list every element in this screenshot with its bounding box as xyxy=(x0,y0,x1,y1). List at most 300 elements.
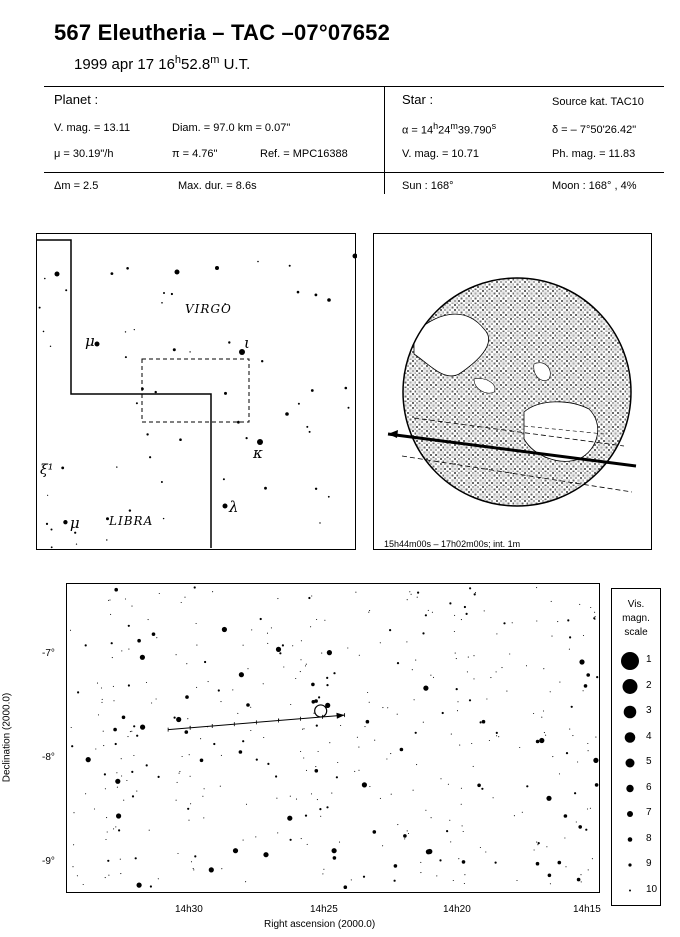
chart-star xyxy=(391,794,392,795)
chart-star xyxy=(473,766,474,767)
chart-star xyxy=(351,879,352,880)
constellation-map xyxy=(36,233,356,550)
chart-star xyxy=(193,869,194,870)
chart-star xyxy=(536,862,540,866)
mag-scale-level: 1 xyxy=(646,654,652,665)
chart-star xyxy=(73,812,74,813)
chart-star xyxy=(111,642,113,644)
chart-star xyxy=(202,796,203,797)
chart-star xyxy=(151,702,152,703)
chart-star xyxy=(146,764,148,766)
chart-star xyxy=(72,866,73,867)
chart-star xyxy=(140,725,145,730)
planet-maxdur: Max. dur. = 8.6s xyxy=(178,180,257,192)
star-mark xyxy=(50,346,51,347)
star-mark xyxy=(315,294,318,297)
chart-star xyxy=(94,808,95,809)
chart-star xyxy=(380,798,381,799)
chart-star xyxy=(191,861,192,862)
chart-star xyxy=(179,773,180,774)
mag-scale-level: 9 xyxy=(646,858,652,869)
moon-elongation: Moon : 168° , 4% xyxy=(552,180,637,192)
star-mark xyxy=(134,329,135,330)
chart-star xyxy=(496,671,497,672)
chart-star xyxy=(267,643,268,644)
chart-star xyxy=(564,837,565,838)
chart-star xyxy=(498,736,499,737)
chart-star xyxy=(292,645,293,646)
star-mark xyxy=(353,254,358,259)
chart-star xyxy=(318,696,320,698)
mag-scale-title: magn. xyxy=(622,613,650,624)
star-phmag: Ph. mag. = 11.83 xyxy=(552,148,636,160)
chart-star xyxy=(190,803,191,804)
chart-star xyxy=(128,649,129,650)
chart-star xyxy=(136,791,137,792)
chart-star xyxy=(588,750,589,751)
chart-star xyxy=(457,710,458,711)
chart-star xyxy=(174,717,176,719)
chart-star xyxy=(417,592,419,594)
chart-star xyxy=(417,597,418,598)
chart-star xyxy=(397,714,398,715)
chart-star xyxy=(550,883,551,884)
chart-star xyxy=(559,682,560,683)
mag-scale-dot xyxy=(625,732,636,743)
chart-star xyxy=(433,677,434,678)
chart-star xyxy=(337,762,338,763)
chart-star xyxy=(303,757,304,758)
chart-star xyxy=(420,862,421,863)
chart-star xyxy=(122,716,126,720)
star-source: Source kat. TAC10 xyxy=(552,96,644,108)
chart-star xyxy=(572,735,573,736)
chart-star xyxy=(331,793,332,794)
chart-star xyxy=(312,700,316,704)
chart-star xyxy=(533,713,534,714)
chart-star xyxy=(413,790,414,791)
chart-star xyxy=(256,759,258,761)
chart-star xyxy=(473,655,474,656)
chart-star xyxy=(416,764,417,765)
chart-star xyxy=(548,874,552,878)
iota-label: ι xyxy=(244,334,250,352)
chart-star xyxy=(357,737,358,738)
chart-star xyxy=(436,875,437,876)
star-mark xyxy=(163,518,164,519)
chart-star xyxy=(431,817,432,818)
chart-star xyxy=(382,845,383,846)
chart-star xyxy=(146,682,147,683)
chart-star xyxy=(97,683,98,684)
star-mark xyxy=(44,278,46,280)
star-mark xyxy=(76,544,77,545)
chart-star xyxy=(408,833,409,834)
chart-star xyxy=(133,725,135,727)
chart-star xyxy=(557,621,558,622)
star-mark xyxy=(246,437,248,439)
star-mark xyxy=(55,272,60,277)
chart-star xyxy=(550,691,551,692)
chart-star xyxy=(590,607,591,608)
chart-star xyxy=(319,808,321,810)
chart-star xyxy=(450,841,451,842)
chart-star xyxy=(538,842,540,844)
chart-star xyxy=(358,747,359,748)
lambda-label: λ xyxy=(229,498,239,516)
star-mark xyxy=(223,504,228,509)
chart-star xyxy=(182,756,183,757)
mag-scale-dot xyxy=(626,785,633,792)
star-mark xyxy=(228,341,230,343)
chart-star xyxy=(208,681,209,682)
chart-star xyxy=(70,630,71,631)
chart-star xyxy=(113,700,114,701)
chart-star xyxy=(536,740,540,744)
chart-star xyxy=(565,866,566,867)
chart-star xyxy=(176,717,181,722)
chart-star xyxy=(579,604,580,605)
star-delta: δ = – 7°50'26.42" xyxy=(552,124,637,136)
chart-star xyxy=(432,612,433,613)
chart-star xyxy=(246,703,250,707)
chart-star xyxy=(583,690,584,691)
chart-star xyxy=(137,883,142,888)
chart-star xyxy=(194,586,196,588)
chart-star xyxy=(128,684,130,686)
chart-star xyxy=(326,806,328,808)
chart-star xyxy=(382,707,383,708)
chart-star xyxy=(442,712,444,714)
chart-star xyxy=(461,804,462,805)
chart-star xyxy=(453,880,454,881)
chart-star xyxy=(468,657,469,658)
chart-star xyxy=(221,868,222,869)
chart-star xyxy=(451,734,452,735)
chart-star xyxy=(301,640,302,641)
chart-star xyxy=(449,602,451,604)
chart-star xyxy=(440,778,441,779)
chart-star xyxy=(566,752,568,754)
x-tick-label: 14h30 xyxy=(175,904,203,915)
chart-star xyxy=(387,707,388,708)
chart-star xyxy=(186,663,187,664)
chart-star xyxy=(158,878,159,879)
chart-star xyxy=(98,714,99,715)
chart-star xyxy=(501,667,502,668)
star-mark xyxy=(348,407,350,409)
chart-star xyxy=(71,745,73,747)
chart-star xyxy=(543,668,544,669)
chart-star xyxy=(587,743,588,744)
star-mark xyxy=(161,481,163,483)
chart-star xyxy=(409,591,410,592)
star-mark xyxy=(215,266,219,270)
chart-star xyxy=(276,798,277,799)
mu-virginis-label: μ xyxy=(85,332,95,350)
star-mark xyxy=(309,431,311,433)
chart-star xyxy=(512,622,513,623)
chart-star xyxy=(113,828,114,829)
chart-star xyxy=(242,740,244,742)
globe-caption: 15h44m00s – 17h02m00s; int. 1m xyxy=(384,539,521,549)
chart-star xyxy=(534,849,535,850)
chart-star xyxy=(462,825,463,826)
chart-star xyxy=(590,808,591,809)
chart-star xyxy=(324,620,325,621)
chart-star xyxy=(103,731,104,732)
chart-star xyxy=(415,660,416,661)
chart-star xyxy=(305,665,306,666)
chart-star xyxy=(177,853,178,854)
chart-star xyxy=(106,817,107,818)
chart-star xyxy=(303,728,304,729)
chart-star xyxy=(114,588,118,592)
chart-star xyxy=(247,668,248,669)
star-mark xyxy=(163,292,165,294)
star-mark xyxy=(306,426,308,428)
chart-star xyxy=(368,612,369,613)
star-mark xyxy=(261,360,263,362)
night-hemisphere xyxy=(403,278,631,506)
chart-star xyxy=(366,720,370,724)
chart-star xyxy=(462,860,466,864)
mag-scale-dot xyxy=(621,652,639,670)
chart-star xyxy=(95,748,96,749)
chart-star xyxy=(148,619,149,620)
chart-star xyxy=(131,606,132,607)
chart-star xyxy=(101,687,102,688)
chart-star xyxy=(592,858,593,859)
chart-star xyxy=(113,686,114,687)
planet-dm: Δm = 2.5 xyxy=(54,180,99,192)
chart-star xyxy=(454,615,455,616)
star-mark xyxy=(116,466,117,467)
chart-star xyxy=(306,664,307,665)
chart-star xyxy=(336,776,338,778)
magnitude-scale xyxy=(611,588,661,906)
chart-star xyxy=(131,771,133,773)
star-mark xyxy=(39,307,41,309)
star-mark xyxy=(289,265,291,267)
chart-star xyxy=(355,592,356,593)
star-mark xyxy=(129,509,131,511)
chart-star xyxy=(415,732,417,734)
chart-star xyxy=(196,623,197,624)
chart-star xyxy=(204,788,205,789)
mu-librae-label: •μ xyxy=(61,514,80,532)
star-mark xyxy=(106,539,107,540)
chart-star xyxy=(446,830,448,832)
chart-star xyxy=(595,616,596,617)
chart-star xyxy=(77,691,79,693)
star-mark xyxy=(155,391,157,393)
chart-star xyxy=(594,619,595,620)
chart-star xyxy=(474,593,476,595)
chart-star xyxy=(461,788,462,789)
planet-heading: Planet : xyxy=(54,92,99,107)
star-mark xyxy=(61,467,64,470)
chart-star xyxy=(204,661,206,663)
mag-scale-level: 6 xyxy=(646,781,652,793)
planet-pi: π = 4.76" xyxy=(172,148,218,160)
chart-star xyxy=(283,666,284,667)
chart-star xyxy=(469,699,471,701)
chart-star xyxy=(567,619,569,621)
star-mark xyxy=(285,412,289,416)
chart-star xyxy=(116,772,117,773)
mag-scale-level: 8 xyxy=(646,832,652,844)
chart-star xyxy=(218,689,220,691)
chart-star xyxy=(420,872,421,873)
chart-star xyxy=(311,793,312,794)
chart-star xyxy=(425,689,426,690)
chart-star xyxy=(295,678,296,679)
chart-star xyxy=(185,695,189,699)
chart-star xyxy=(386,758,387,759)
chart-star xyxy=(213,743,215,745)
chart-star xyxy=(574,792,576,794)
chart-star xyxy=(135,857,137,859)
chart-star xyxy=(456,658,457,659)
chart-star xyxy=(187,808,189,810)
chart-star xyxy=(480,721,482,723)
chart-star xyxy=(203,817,204,818)
chart-star xyxy=(347,647,348,648)
shadow-path-arrowhead xyxy=(388,430,398,438)
chart-star xyxy=(123,800,124,801)
chart-star xyxy=(323,869,324,870)
chart-star xyxy=(121,775,122,776)
chart-star xyxy=(374,740,375,741)
chart-star xyxy=(593,617,595,619)
chart-star xyxy=(246,804,247,805)
chart-star xyxy=(333,672,335,674)
planet-vmag: V. mag. = 13.11 xyxy=(54,122,131,134)
chart-star xyxy=(578,825,582,829)
chart-star xyxy=(397,662,399,664)
chart-star xyxy=(276,647,281,652)
x-tick-label: 14h20 xyxy=(443,904,471,915)
chart-star xyxy=(583,635,584,636)
chart-star xyxy=(569,649,570,650)
chart-star xyxy=(237,713,238,714)
chart-star xyxy=(310,626,311,627)
star-mark xyxy=(47,495,48,496)
chart-star xyxy=(150,885,152,887)
chart-star xyxy=(116,813,121,818)
chart-star xyxy=(103,745,104,746)
chart-star xyxy=(107,860,109,862)
chart-star xyxy=(133,755,134,756)
star-mark xyxy=(43,331,45,333)
y-tick-label: -9° xyxy=(42,856,55,867)
chart-star xyxy=(564,814,568,818)
star-mark xyxy=(173,348,176,351)
chart-star xyxy=(389,629,391,631)
chart-star xyxy=(588,869,589,870)
chart-star xyxy=(339,842,340,843)
chart-star xyxy=(485,851,486,852)
chart-star xyxy=(85,644,87,646)
chart-star xyxy=(152,632,156,636)
chart-star xyxy=(577,878,581,882)
chart-star xyxy=(471,743,472,744)
asteroid-path-arrowhead xyxy=(336,713,344,719)
chart-star xyxy=(332,848,337,853)
chart-star xyxy=(595,737,596,738)
chart-star xyxy=(448,784,449,785)
star-mark xyxy=(46,523,48,525)
chart-star xyxy=(220,786,221,787)
y-axis-label: Declination (2000.0) xyxy=(1,692,13,783)
chart-star xyxy=(104,773,106,775)
header-rule-top xyxy=(44,86,664,87)
chart-star xyxy=(397,824,398,825)
star-mark xyxy=(237,421,240,424)
chart-star xyxy=(176,654,177,655)
chart-star xyxy=(473,678,474,679)
chart-star xyxy=(461,619,462,620)
chart-star xyxy=(509,653,510,654)
mag-scale-dot xyxy=(628,837,633,842)
star-mark xyxy=(257,261,259,263)
chart-star xyxy=(243,840,244,841)
chart-star xyxy=(464,606,466,608)
chart-star xyxy=(546,846,547,847)
chart-star xyxy=(130,731,131,732)
chart-star xyxy=(156,698,157,699)
chart-star xyxy=(120,859,121,860)
mag-scale-level: 7 xyxy=(646,807,652,818)
star-mark xyxy=(126,267,129,270)
chart-star xyxy=(406,641,407,642)
chart-star xyxy=(551,636,552,637)
star-mark xyxy=(125,331,126,332)
mag-scale-level: 2 xyxy=(646,679,652,691)
star-chart-svg xyxy=(67,584,601,894)
chart-star xyxy=(369,702,370,703)
chart-star xyxy=(596,676,598,678)
chart-star xyxy=(543,710,544,711)
chart-star xyxy=(275,775,277,777)
chart-star xyxy=(317,799,318,800)
chart-star xyxy=(318,751,319,752)
star-mark xyxy=(136,402,138,404)
chart-star xyxy=(83,884,84,885)
chart-star xyxy=(132,795,134,797)
chart-star xyxy=(315,769,319,773)
xi-label: ξ¹ xyxy=(40,462,54,478)
chart-star xyxy=(321,653,322,654)
chart-star xyxy=(496,735,497,736)
chart-star xyxy=(594,612,595,613)
star-mark xyxy=(297,291,300,294)
chart-star xyxy=(455,653,456,654)
chart-star xyxy=(358,770,359,771)
chart-star xyxy=(482,720,486,724)
x-tick-label: 14h15 xyxy=(573,904,601,915)
chart-star xyxy=(496,633,497,634)
chart-star xyxy=(120,873,121,874)
chart-star xyxy=(400,748,404,752)
chart-star xyxy=(221,755,222,756)
star-mark xyxy=(224,392,227,395)
globe-panel xyxy=(373,233,652,550)
star-vmag: V. mag. = 10.71 xyxy=(402,148,479,160)
chart-star xyxy=(316,725,318,727)
chart-star xyxy=(407,599,408,600)
